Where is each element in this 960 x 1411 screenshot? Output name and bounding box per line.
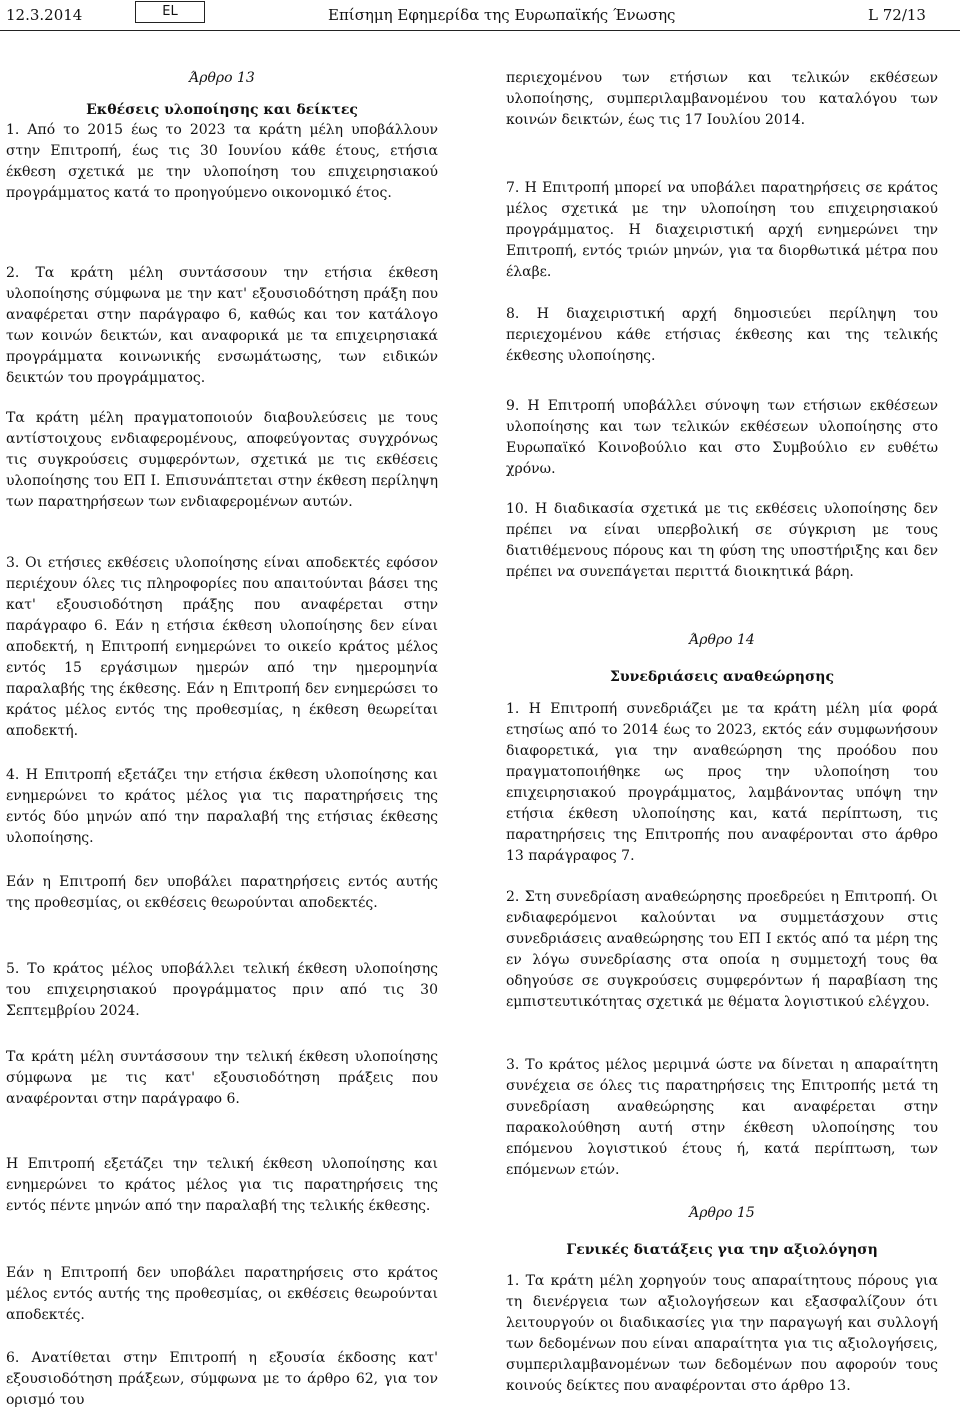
paragraph-8: 8. Η διαχειριστική αρχή δημοσιεύει περίληψη του περιεχομένου κάθε ετήσιας έκθεσης και της τελικής έκθεσης υλοποίησης. <box>506 306 938 364</box>
paragraph-6: 6. Ανατίθεται στην Επιτροπή η εξουσία έκδοσης κατ' εξουσιοδότηση πράξεων, σύμφωνα με το άρθρο 62, για τον ορισμό του <box>6 1350 438 1408</box>
journal-title: Επίσημη Εφημερίδα της Ευρωπαϊκής Ένωσης <box>328 6 676 24</box>
paragraph-5: 5. Το κράτος μέλος υποβάλλει τελική έκθεση υλοποίησης του επιχειρησιακού προγράμματος πριν από τις 30 Σεπτεμβρίου 2024. <box>6 961 438 1019</box>
paragraph-5-sub-b: Η Επιτροπή εξετάζει την τελική έκθεση υλοποίησης και ενημερώνει το κράτος μέλος για τις παρατηρήσεις της εντός πέντε μηνών από την παραλαβή της τελικής έκθεσης. <box>6 1156 438 1214</box>
article-14-paragraph-3: 3. Το κράτος μέλος μεριμνά ώστε να δίνεται η απαραίτητη συνέχεια σε όλες τις παρατηρήσεις της Επιτροπής μετά τη συνεδρίαση αναθεώρησης και αναφέρεται στην παρακολούθηση αυτή στην έκθεση υλοποίησης του επόμενου λογιστικού έτους ή, κατά περίπτωση, των επόμενων ετών. <box>506 1057 938 1178</box>
article-15-paragraph-1: 1. Τα κράτη μέλη χορηγούν τους απαραίτητους πόρους για τη διενέργεια των αξιολογήσεων και εξασφαλίζουν ότι λειτουργούν οι διαδικασίες για την παραγωγή και συλλογή των δεδομένων που είναι απαραίτητα για τις αξιολογήσεις, συμπεριλαμβανομένων των δεδομένων που αφορούν τους κοινούς δείκτες που αναφέρονται στο άρθρο 13. <box>506 1273 938 1394</box>
paragraph-9: 9. Η Επιτροπή υποβάλλει σύνοψη των ετήσιων εκθέσεων υλοποίησης και των τελικών εκθέσεων υλοποίησης στο Ευρωπαϊκό Κοινοβούλιο και στο Συμβούλιο εν ευθέτω χρόνω. <box>506 398 938 477</box>
paragraph-7: 7. Η Επιτροπή μπορεί να υποβάλει παρατηρήσεις σε κράτος μέλος σχετικά με την υλοποίηση του επιχειρησιακού προγράμματος. Η διαχειριστική αρχή ενημερώνει την Επιτροπή, εντός τριών μηνών, για τα διορθωτικά μέτρα που έλαβε. <box>506 180 938 280</box>
paragraph-5-sub-a: Τα κράτη μέλη συντάσσουν την τελική έκθεση υλοποίησης σύμφωνα με τις κατ' εξουσιοδότηση πράξεις που αναφέρονται στην παράγραφο 6. <box>6 1049 438 1107</box>
paragraph-5-sub-c: Εάν η Επιτροπή δεν υποβάλει παρατηρήσεις στο κράτος μέλος εντός αυτής της προθεσμίας, οι εκθέσεις θεωρούνται αποδεκτές. <box>6 1265 438 1323</box>
article-14-title: Συνεδριάσεις αναθεώρησης <box>610 669 834 685</box>
article-14-heading: Άρθρο 14 <box>689 632 755 648</box>
article-13-title: Εκθέσεις υλοποίησης και δείκτες <box>86 102 358 118</box>
paragraph-2-sub: Τα κράτη μέλη πραγματοποιούν διαβουλεύσεις με τους αντίστοιχους ενδιαφερομένους, αποφεύγοντας συγχρόνως τις συγκρούσεις συμφερόντων, σχετικά με τις εκθέσεις υλοποίησης του ΕΠ Ι. Επισυνάπτεται στην έκθεση περίληψη των παρατηρήσεων των ενδιαφερομένων αυτών. <box>6 410 438 510</box>
paragraph-4-sub: Εάν η Επιτροπή δεν υποβάλει παρατηρήσεις εντός αυτής της προθεσμίας, οι εκθέσεις θεωρούνται αποδεκτές. <box>6 874 438 911</box>
page-reference: L 72/13 <box>868 6 926 24</box>
article-14-paragraph-2: 2. Στη συνεδρίαση αναθεώρησης προεδρεύει η Επιτροπή. Οι ενδιαφερόμενοι καλούνται να συμμετάσχουν στις συνεδριάσεις αναθεώρησης του ΕΠ Ι εκτός από τα μέρη της εν λόγω συνεδρίασης στα οποία η συμμετοχή τους θα οδηγούσε σε συγκρούσεις συμφερόντων ή παραβίαση της εμπιστευτικότητας σχετικά με θέματα λογιστικού ελέγχου. <box>506 889 938 1010</box>
paragraph-6-continued: περιεχομένου των ετήσιων και τελικών εκθέσεων υλοποίησης, συμπεριλαμβανομένου του καταλόγου των κοινών δεικτών, έως τις 17 Ιουλίου 2014. <box>506 70 938 128</box>
paragraph-10: 10. Η διαδικασία σχετικά με τις εκθέσεις υλοποίησης δεν πρέπει να είναι υπερβολική σε σύγκριση με τους διατιθέμενους πόρους και τη φύση της υποστήριξης και δεν πρέπει να συνεπάγεται περιττά διοικητικά βάρη. <box>506 501 938 580</box>
paragraph-2: 2. Τα κράτη μέλη συντάσσουν την ετήσια έκθεση υλοποίησης σύμφωνα με την κατ' εξουσιοδότηση πράξη που αναφέρεται στην παράγραφο 6, καθώς και τον κατάλογο των κοινών δεικτών, και αναφορικά με τα επιχειρησιακά προγράμματα κοινωνικής ενσωμάτωσης, των ειδικών δεικτών του προγράμματος. <box>6 265 438 386</box>
article-15-heading: Άρθρο 15 <box>689 1205 755 1221</box>
article-15-title: Γενικές διατάξεις για την αξιολόγηση <box>566 1242 878 1258</box>
paragraph-4: 4. Η Επιτροπή εξετάζει την ετήσια έκθεση υλοποίησης και ενημερώνει το κράτος μέλος για τις παρατηρήσεις της εντός δύο μηνών από την παραλαβή της ετήσιας έκθεσης υλοποίησης. <box>6 767 438 846</box>
page-header <box>0 0 960 31</box>
paragraph-3: 3. Οι ετήσιες εκθέσεις υλοποίησης είναι αποδεκτές εφόσον περιέχουν όλες τις πληροφορίες που απαιτούνται βάσει της κατ' εξουσιοδότηση πράξης που αναφέρεται στην παράγραφο 6. Εάν η ετήσια έκθεση υλοποίησης δεν είναι αποδεκτή, η Επιτροπή ενημερώνει το οικείο κράτος μέλος εντός 15 εργάσιμων ημερών από την ημερομηνία παραλαβής της έκθεσης. Εάν η Επιτροπή δεν ενημερώσει το κράτος μέλος εντός της προθεσμίας, η έκθεση θεωρείται αποδεκτή. <box>6 555 438 739</box>
paragraph-1: 1. Από το 2015 έως το 2023 τα κράτη μέλη υποβάλλουν στην Επιτροπή, έως τις 30 Ιουνίου κάθε έτους, ετήσια έκθεση σχετικά με την υλοποίηση του επιχειρησιακού προγράμματος κατά το προηγούμενο οικονομικό έτος. <box>6 122 438 201</box>
publication-date: 12.3.2014 <box>6 6 83 24</box>
article-13-heading: Άρθρο 13 <box>189 70 255 86</box>
language-box: EL <box>135 1 205 23</box>
article-14-paragraph-1: 1. Η Επιτροπή συνεδριάζει με τα κράτη μέλη μία φορά ετησίως από το 2014 έως το 2023, εκτός εάν συμφωνήσουν διαφορετικά, για την αναθεώρηση της προόδου που πραγματοποιήθηκε ως προς την υλοποίηση του επιχειρησιακού προγράμματος, λαμβάνοντας υπόψη την ετήσια έκθεση υλοποίησης και, κατά περίπτωση, τις παρατηρήσεις της Επιτροπής που αναφέρονται στο άρθρο 13 παράγραφος 7. <box>506 701 938 864</box>
